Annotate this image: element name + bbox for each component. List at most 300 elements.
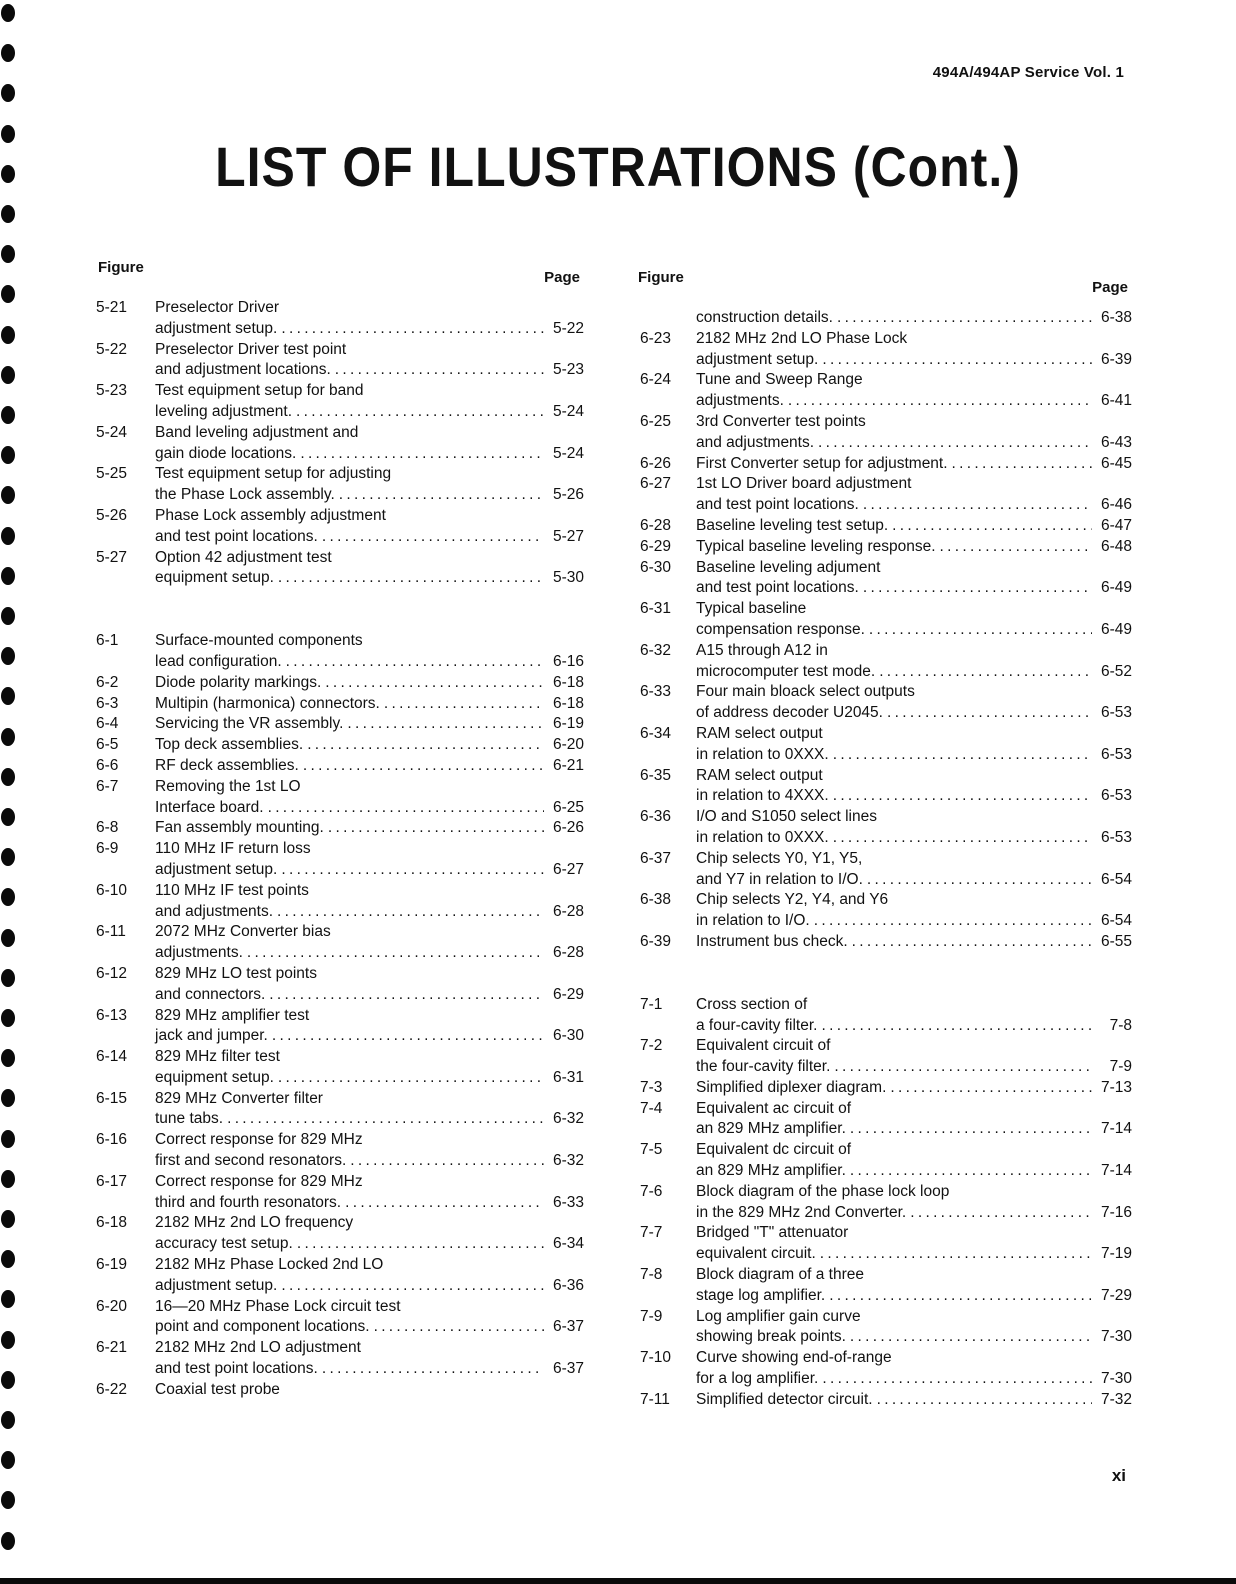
figure-caption-last-line xyxy=(696,745,1132,766)
figure-caption-last-line xyxy=(155,902,584,923)
dot-leader xyxy=(852,932,1092,953)
page-reference: 7-14 xyxy=(1100,1120,1132,1138)
figure-caption-line: Preselector Driver test point xyxy=(155,340,347,358)
figure-caption-line: adjustments. xyxy=(696,392,784,410)
page-reference: 5-24 xyxy=(552,444,584,462)
binding-hole xyxy=(1,1290,15,1308)
toc-entry xyxy=(636,1078,1132,1099)
toc-entry xyxy=(636,1182,1132,1224)
figure-caption-line: Equivalent ac circuit of xyxy=(696,1099,852,1117)
toc-entry xyxy=(636,537,1132,558)
toc-entry xyxy=(636,890,1132,932)
figure-caption-line: 2182 MHz 2nd LO frequency xyxy=(155,1214,354,1232)
binding-hole xyxy=(1,687,15,705)
toc-entry xyxy=(96,1047,584,1089)
figure-caption-last-line xyxy=(696,1119,1132,1140)
figure-caption-line: Block diagram of the phase lock loop xyxy=(696,1182,950,1200)
figure-caption-last-line xyxy=(155,756,584,777)
dot-leader xyxy=(863,495,1092,516)
toc-entry xyxy=(636,1140,1132,1182)
figure-caption-last-line xyxy=(696,1327,1132,1348)
figure-number: 6-31 xyxy=(640,600,672,618)
page-reference: 5-22 xyxy=(552,319,584,337)
dot-leader xyxy=(278,1068,544,1089)
figure-caption-line: Test equipment setup for adjusting xyxy=(155,465,392,483)
figure-number: 6-21 xyxy=(96,1339,128,1357)
page-reference: 6-26 xyxy=(552,819,584,837)
dot-leader xyxy=(281,319,544,340)
toc-entry xyxy=(96,548,584,590)
binding-hole xyxy=(1,1331,15,1349)
figure-number: 6-27 xyxy=(640,475,672,493)
page-reference: 6-39 xyxy=(1100,350,1132,368)
page-reference: 6-33 xyxy=(552,1193,584,1211)
binding-hole xyxy=(1,567,15,585)
toc-entry xyxy=(96,340,584,382)
figure-number: 5-27 xyxy=(96,548,128,566)
toc-entry xyxy=(96,298,584,340)
dot-leader xyxy=(347,714,544,735)
right-column xyxy=(636,268,1132,1411)
page-reference: 6-21 xyxy=(552,756,584,774)
figure-number: 6-4 xyxy=(96,715,119,733)
figure-caption-last-line xyxy=(155,860,584,881)
left-entry-list xyxy=(96,298,584,1401)
dot-leader xyxy=(833,828,1092,849)
toc-entry xyxy=(96,922,584,964)
figure-number: 6-26 xyxy=(640,454,672,472)
toc-entry xyxy=(636,599,1132,641)
page-reference: 6-53 xyxy=(1100,704,1132,722)
dot-leader xyxy=(281,1276,544,1297)
figure-caption-line: adjustment setup. xyxy=(155,319,278,337)
binding-hole xyxy=(1,366,15,384)
figure-number: 6-23 xyxy=(640,329,672,347)
page-reference: 6-28 xyxy=(552,944,584,962)
binding-holes xyxy=(0,0,22,1584)
figure-number: 5-22 xyxy=(96,340,128,358)
figure-caption-line: a four-cavity filter. xyxy=(696,1016,818,1034)
figure-caption-last-line xyxy=(696,308,1132,329)
dot-leader xyxy=(820,1244,1092,1265)
figure-caption-last-line xyxy=(696,433,1132,454)
figure-caption-line: Diode polarity markings. xyxy=(155,673,322,691)
page-reference: 6-49 xyxy=(1100,579,1132,597)
dot-leader xyxy=(890,1078,1092,1099)
figure-caption-last-line xyxy=(155,1276,584,1297)
page-reference: 6-37 xyxy=(552,1360,584,1378)
figure-caption-line: equivalent circuit. xyxy=(696,1245,816,1263)
figure-caption-last-line xyxy=(696,932,1132,953)
figure-caption-last-line xyxy=(696,495,1132,516)
dot-leader xyxy=(814,911,1092,932)
figure-caption-line: in relation to 4XXX. xyxy=(696,787,829,805)
toc-entry xyxy=(96,756,584,777)
figure-caption-last-line xyxy=(155,1193,584,1214)
toc-entry xyxy=(96,818,584,839)
toc-entry xyxy=(96,673,584,694)
dot-leader xyxy=(277,902,544,923)
toc-entry xyxy=(636,1036,1132,1078)
figure-caption-last-line xyxy=(155,985,584,1006)
figure-caption-last-line xyxy=(696,516,1132,537)
figure-caption-line: microcomputer test mode. xyxy=(696,662,876,680)
figure-caption-line: equipment setup. xyxy=(155,1068,274,1086)
page-reference: 6-47 xyxy=(1100,516,1132,534)
figure-number: 6-5 xyxy=(96,736,119,754)
figure-number: 7-10 xyxy=(640,1349,672,1367)
binding-hole xyxy=(1,44,15,62)
figure-caption-line: Equivalent circuit of xyxy=(696,1037,831,1055)
page-reference: 6-53 xyxy=(1100,787,1132,805)
figure-caption-line: third and fourth resonators. xyxy=(155,1193,342,1211)
page-reference: 5-27 xyxy=(552,527,584,545)
figure-caption-last-line xyxy=(155,485,584,506)
toc-entry xyxy=(96,839,584,881)
dot-leader xyxy=(833,786,1092,807)
figure-caption-line: and Y7 in relation to I/O. xyxy=(696,870,863,888)
figure-caption-line: an 829 MHz amplifier. xyxy=(696,1162,846,1180)
page-reference: 6-32 xyxy=(552,1110,584,1128)
figure-caption-line: first and second resonators. xyxy=(155,1152,347,1170)
dot-leader xyxy=(384,694,544,715)
figure-caption-last-line xyxy=(155,1359,584,1380)
dot-leader xyxy=(822,350,1092,371)
page-reference: 6-34 xyxy=(552,1235,584,1253)
figure-caption-last-line xyxy=(696,870,1132,891)
figure-caption-last-line xyxy=(155,673,584,694)
figure-caption-last-line xyxy=(155,360,584,381)
figure-number: 6-30 xyxy=(640,558,672,576)
figure-caption-line: and test point locations. xyxy=(696,496,859,514)
page-reference: 6-55 xyxy=(1100,932,1132,950)
page-reference: 6-49 xyxy=(1100,620,1132,638)
binding-hole xyxy=(1,848,15,866)
figure-caption-last-line xyxy=(696,537,1132,558)
figure-caption-line: Equivalent dc circuit of xyxy=(696,1141,852,1159)
figure-number: 6-14 xyxy=(96,1048,128,1066)
figure-caption-last-line xyxy=(155,798,584,819)
figure-caption-line: and adjustments. xyxy=(696,433,815,451)
page-reference: 6-18 xyxy=(552,694,584,712)
figure-number: 6-11 xyxy=(96,923,126,941)
binding-hole xyxy=(1,1491,15,1509)
dot-leader xyxy=(322,527,544,548)
page-number: xi xyxy=(1111,1466,1126,1485)
figure-caption-line: 2182 MHz Phase Locked 2nd LO xyxy=(155,1256,384,1274)
dot-leader xyxy=(887,703,1092,724)
figure-caption-last-line xyxy=(696,1286,1132,1307)
binding-hole xyxy=(1,888,15,906)
figure-caption-last-line xyxy=(155,652,584,673)
figure-caption-line: in the 829 MHz 2nd Converter. xyxy=(696,1203,907,1221)
figure-caption-last-line xyxy=(155,943,584,964)
figure-caption-line: the Phase Lock assembly. xyxy=(155,486,335,504)
figure-caption-last-line xyxy=(696,828,1132,849)
dot-leader xyxy=(910,1203,1092,1224)
toc-entry xyxy=(636,412,1132,454)
figure-caption-line: 16—20 MHz Phase Lock circuit test xyxy=(155,1297,401,1315)
binding-hole xyxy=(1,406,15,424)
dot-leader xyxy=(339,485,544,506)
figure-caption-last-line xyxy=(155,1234,584,1255)
figure-number: 5-21 xyxy=(96,299,128,316)
figure-caption-line: showing break points. xyxy=(696,1328,846,1346)
toc-entry xyxy=(96,381,584,423)
figure-caption-line: 110 MHz IF return loss xyxy=(155,840,311,858)
dot-leader xyxy=(850,1327,1092,1348)
figure-caption-last-line xyxy=(155,694,584,715)
right-entry-list xyxy=(636,308,1132,1411)
toc-entry xyxy=(636,641,1132,683)
dot-leader xyxy=(247,943,544,964)
figure-number: 6-3 xyxy=(96,694,119,712)
toc-entry xyxy=(96,881,584,923)
figure-caption-line: for a log amplifier. xyxy=(696,1370,819,1388)
page-reference: 5-23 xyxy=(552,361,584,379)
binding-hole xyxy=(1,1371,15,1389)
figure-caption-line: and adjustments. xyxy=(155,902,274,920)
figure-caption-last-line xyxy=(696,662,1132,683)
dot-leader xyxy=(952,454,1092,475)
figure-caption-line: tune tabs. xyxy=(155,1110,224,1128)
toc-entry xyxy=(636,1265,1132,1307)
page-reference: 7-19 xyxy=(1100,1245,1132,1263)
figure-caption-last-line xyxy=(696,1078,1132,1099)
figure-caption-last-line xyxy=(696,911,1132,932)
dot-leader xyxy=(822,1369,1092,1390)
figure-number: 7-4 xyxy=(640,1099,663,1117)
dot-leader xyxy=(281,860,544,881)
figure-caption-line: Phase Lock assembly adjustment xyxy=(155,506,386,524)
binding-hole xyxy=(1,1049,15,1067)
figure-caption-line: 2182 MHz 2nd LO Phase Lock xyxy=(696,329,908,347)
page-reference: 6-20 xyxy=(552,736,584,754)
toc-entry xyxy=(636,682,1132,724)
page-reference: 7-30 xyxy=(1100,1328,1132,1346)
toc-entry xyxy=(96,735,584,756)
figure-caption-last-line xyxy=(155,1380,584,1401)
figure-caption-line: an 829 MHz amplifier. xyxy=(696,1120,846,1138)
figure-caption-last-line xyxy=(155,714,584,735)
figure-caption-line: Log amplifier gain curve xyxy=(696,1307,861,1325)
figure-caption-line: Typical baseline leveling response. xyxy=(696,537,936,555)
figure-caption-line: Fan assembly mounting. xyxy=(155,819,324,837)
toc-entry xyxy=(96,1297,584,1339)
toc-entry xyxy=(96,1089,584,1131)
page-reference: 6-38 xyxy=(1100,309,1132,326)
binding-hole xyxy=(1,1210,15,1228)
page-reference: 7-9 xyxy=(1109,1058,1132,1076)
page-reference: 6-53 xyxy=(1100,828,1132,846)
figure-caption-line: Tune and Sweep Range xyxy=(696,371,863,389)
figure-number: 5-23 xyxy=(96,382,128,400)
dot-leader xyxy=(328,818,544,839)
binding-hole xyxy=(1,647,15,665)
figure-caption-line: Instrument bus check. xyxy=(696,932,848,950)
figure-number: 6-35 xyxy=(640,766,672,784)
dot-leader xyxy=(335,360,544,381)
figure-caption-line: Interface board. xyxy=(155,798,264,816)
dot-leader xyxy=(833,745,1092,766)
figure-caption-line: point and component locations. xyxy=(155,1318,370,1336)
figure-caption-line: Chip selects Y2, Y4, and Y6 xyxy=(696,891,889,909)
page-reference: 6-32 xyxy=(552,1152,584,1170)
binding-hole xyxy=(1,205,15,223)
dot-leader xyxy=(788,391,1092,412)
figure-caption-line: Correct response for 829 MHz xyxy=(155,1172,363,1190)
dot-leader xyxy=(834,1057,1092,1078)
figure-number: 7-11 xyxy=(640,1390,670,1408)
figure-number: 6-28 xyxy=(640,516,672,534)
figure-heading: Figure xyxy=(98,259,144,276)
figure-caption-line: Chip selects Y0, Y1, Y5, xyxy=(696,849,863,867)
toc-entry xyxy=(96,777,584,819)
binding-hole xyxy=(1,4,15,22)
page-reference: 6-52 xyxy=(1100,662,1132,680)
toc-entry xyxy=(96,1255,584,1297)
figure-caption-line: of address decoder U2045. xyxy=(696,704,883,722)
figure-caption-last-line xyxy=(696,1244,1132,1265)
toc-entry xyxy=(636,807,1132,849)
figure-number: 6-17 xyxy=(96,1172,128,1190)
figure-caption-line: and connectors. xyxy=(155,985,266,1003)
figure-number: 6-12 xyxy=(96,964,128,982)
toc-entry xyxy=(636,1099,1132,1141)
dot-leader xyxy=(286,652,544,673)
figure-caption-last-line xyxy=(696,1016,1132,1037)
toc-entry xyxy=(636,1223,1132,1265)
figure-number: 6-20 xyxy=(96,1297,128,1315)
section-gap xyxy=(96,589,584,631)
figure-number: 6-15 xyxy=(96,1089,128,1107)
toc-entry xyxy=(636,724,1132,766)
figure-number: 5-26 xyxy=(96,506,128,524)
binding-hole xyxy=(1,285,15,303)
dot-leader xyxy=(837,308,1092,329)
dot-leader xyxy=(850,1119,1092,1140)
figure-caption-line: 110 MHz IF test points xyxy=(155,881,309,899)
figure-number: 6-7 xyxy=(96,777,119,795)
page-reference: 5-30 xyxy=(552,569,584,587)
page-reference: 6-18 xyxy=(552,673,584,691)
toc-entry xyxy=(636,932,1132,953)
figure-caption-line: 3rd Converter test points xyxy=(696,412,866,430)
figure-caption-last-line xyxy=(155,1151,584,1172)
figure-caption-line: Correct response for 829 MHz xyxy=(155,1131,363,1149)
page-reference: 6-28 xyxy=(552,902,584,920)
figure-number: 6-34 xyxy=(640,724,672,742)
page-reference: 6-36 xyxy=(552,1276,584,1294)
page-reference: 7-14 xyxy=(1100,1162,1132,1180)
page-title: LIST OF ILLUSTRATIONS (Cont.) xyxy=(215,135,1021,199)
page-reference: 7-29 xyxy=(1100,1286,1132,1304)
binding-hole xyxy=(1,1451,15,1469)
right-column-heading xyxy=(636,268,1132,308)
figure-caption-line: equipment setup. xyxy=(155,569,274,587)
dot-leader xyxy=(940,537,1092,558)
toc-entry xyxy=(636,1390,1132,1411)
figure-caption-last-line xyxy=(155,1068,584,1089)
binding-hole xyxy=(1,446,15,464)
toc-entry xyxy=(96,1213,584,1255)
figure-caption-line: in relation to I/O. xyxy=(696,912,810,930)
toc-entry xyxy=(96,1006,584,1048)
figure-caption-last-line xyxy=(696,786,1132,807)
figure-number: 6-22 xyxy=(96,1380,128,1398)
figure-caption-last-line xyxy=(696,1203,1132,1224)
dot-leader xyxy=(300,444,544,465)
page-reference: 6-43 xyxy=(1100,433,1132,451)
binding-hole xyxy=(1,84,15,102)
figure-caption-line: Four main bloack select outputs xyxy=(696,683,915,701)
figure-caption-line: the four-cavity filter. xyxy=(696,1058,831,1076)
toc-entry xyxy=(636,849,1132,891)
figure-caption-line: accuracy test setup. xyxy=(155,1235,293,1253)
figure-caption-line: adjustments. xyxy=(155,944,243,962)
figure-caption-last-line xyxy=(155,568,584,589)
figure-caption-last-line xyxy=(155,1317,584,1338)
toc-entry xyxy=(636,308,1132,329)
dot-leader xyxy=(863,578,1092,599)
dot-leader xyxy=(374,1317,544,1338)
dot-leader xyxy=(322,1359,544,1380)
figure-caption-line: Servicing the VR assembly. xyxy=(155,715,344,733)
figure-caption-line: A15 through A12 in xyxy=(696,641,828,659)
figure-caption-line: adjustment setup. xyxy=(696,350,819,368)
figure-number: 6-19 xyxy=(96,1256,128,1274)
figure-number: 6-9 xyxy=(96,840,119,858)
figure-caption-line: RAM select output xyxy=(696,724,823,742)
dot-leader xyxy=(296,402,544,423)
figure-caption-line: stage log amplifier. xyxy=(696,1286,826,1304)
figure-caption-line: adjustment setup. xyxy=(155,1276,278,1294)
figure-number: 6-8 xyxy=(96,819,119,837)
toc-entry xyxy=(96,964,584,1006)
figure-caption-line: Typical baseline xyxy=(696,600,807,618)
figure-caption-line: 2072 MHz Converter bias xyxy=(155,923,331,941)
toc-entry xyxy=(96,464,584,506)
figure-caption-line: gain diode locations. xyxy=(155,444,297,462)
figure-caption-line: Baseline leveling adjument xyxy=(696,558,881,576)
toc-entry xyxy=(96,694,584,715)
binding-hole xyxy=(1,607,15,625)
toc-entry xyxy=(96,506,584,548)
figure-number: 6-33 xyxy=(640,683,672,701)
figure-caption-last-line xyxy=(696,1369,1132,1390)
figure-number: 6-39 xyxy=(640,932,672,950)
toc-entry xyxy=(96,1380,584,1401)
figure-number: 6-18 xyxy=(96,1214,128,1232)
dot-leader xyxy=(867,870,1092,891)
figure-caption-line: Bridged "T" attenuator xyxy=(696,1224,849,1242)
figure-caption-last-line xyxy=(696,703,1132,724)
figure-caption-line: RF deck assemblies. xyxy=(155,756,299,774)
page-reference: 6-48 xyxy=(1100,537,1132,555)
dot-leader xyxy=(345,1193,544,1214)
figure-number: 6-38 xyxy=(640,891,672,909)
figure-caption-line: Cross section of xyxy=(696,995,808,1013)
figure-caption-line: Option 42 adjustment test xyxy=(155,548,332,566)
dot-leader xyxy=(303,756,544,777)
figure-caption-line: Band leveling adjustment and xyxy=(155,423,359,441)
figure-caption-line: 1st LO Driver board adjustment xyxy=(696,475,912,493)
figure-number: 7-3 xyxy=(640,1078,663,1096)
figure-caption-last-line xyxy=(696,350,1132,371)
figure-caption-last-line xyxy=(696,454,1132,475)
page-reference: 7-8 xyxy=(1109,1016,1132,1034)
figure-caption-last-line xyxy=(696,1390,1132,1411)
